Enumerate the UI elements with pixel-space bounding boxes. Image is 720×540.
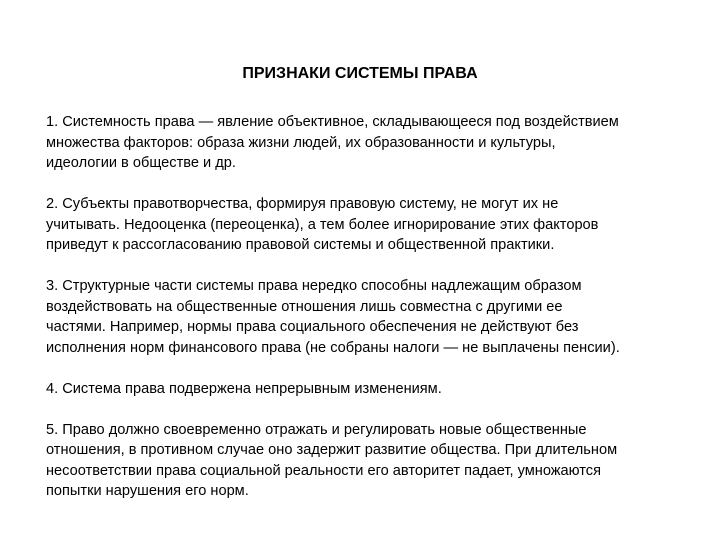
paragraph-line: множества факторов: образа жизни людей, их образованности и культуры,: [46, 134, 556, 151]
paragraph-5: [46, 420, 696, 502]
paragraph-line: отношения, в противном случае оно задержит развитие общества. При длительном: [46, 442, 618, 458]
paragraph-line: несоответствии права социальной реальности его авторитет падает, умножаются: [46, 462, 601, 479]
paragraph-line: 4. Система права подвержена непрерывным изменениям.: [46, 380, 442, 397]
paragraph-line: попытки нарушения его норм.: [46, 483, 249, 499]
paragraph-line: частями. Например, нормы права социального обеспечения не действуют без: [46, 319, 579, 335]
paragraph-line: исполнения норм финансового права (не собраны налоги — не выплачены пенсии).: [46, 339, 620, 356]
paragraph-line: 2. Субъекты правотворчества, формируя правовую систему, не могут их не: [46, 196, 559, 212]
paragraph-line: идеологии в обществе и др.: [46, 155, 236, 171]
paragraph-line: воздействовать на общественные отношения лишь совместна с другими ее: [46, 298, 563, 315]
slide-body: [46, 112, 696, 522]
paragraph-2: [46, 194, 696, 256]
paragraph-line: 1. Системность права — явление объективное, складывающееся под воздействием: [46, 114, 619, 130]
paragraph-1: [46, 112, 696, 174]
paragraph-line: приведут к рассогласованию правовой системы и общественной практики.: [46, 237, 555, 253]
paragraph-line: учитывать. Недооценка (переоценка), а тем более игнорирование этих факторов: [46, 216, 599, 233]
paragraph-3: [46, 276, 696, 358]
paragraph-line: 5. Право должно своевременно отражать и регулировать новые общественные: [46, 421, 587, 438]
paragraph-line: 3. Структурные части системы права нередко способны надлежащим образом: [46, 278, 582, 294]
slide-title: ПРИЗНАКИ СИСТЕМЫ ПРАВА: [242, 65, 478, 82]
paragraph-4: [46, 379, 696, 400]
